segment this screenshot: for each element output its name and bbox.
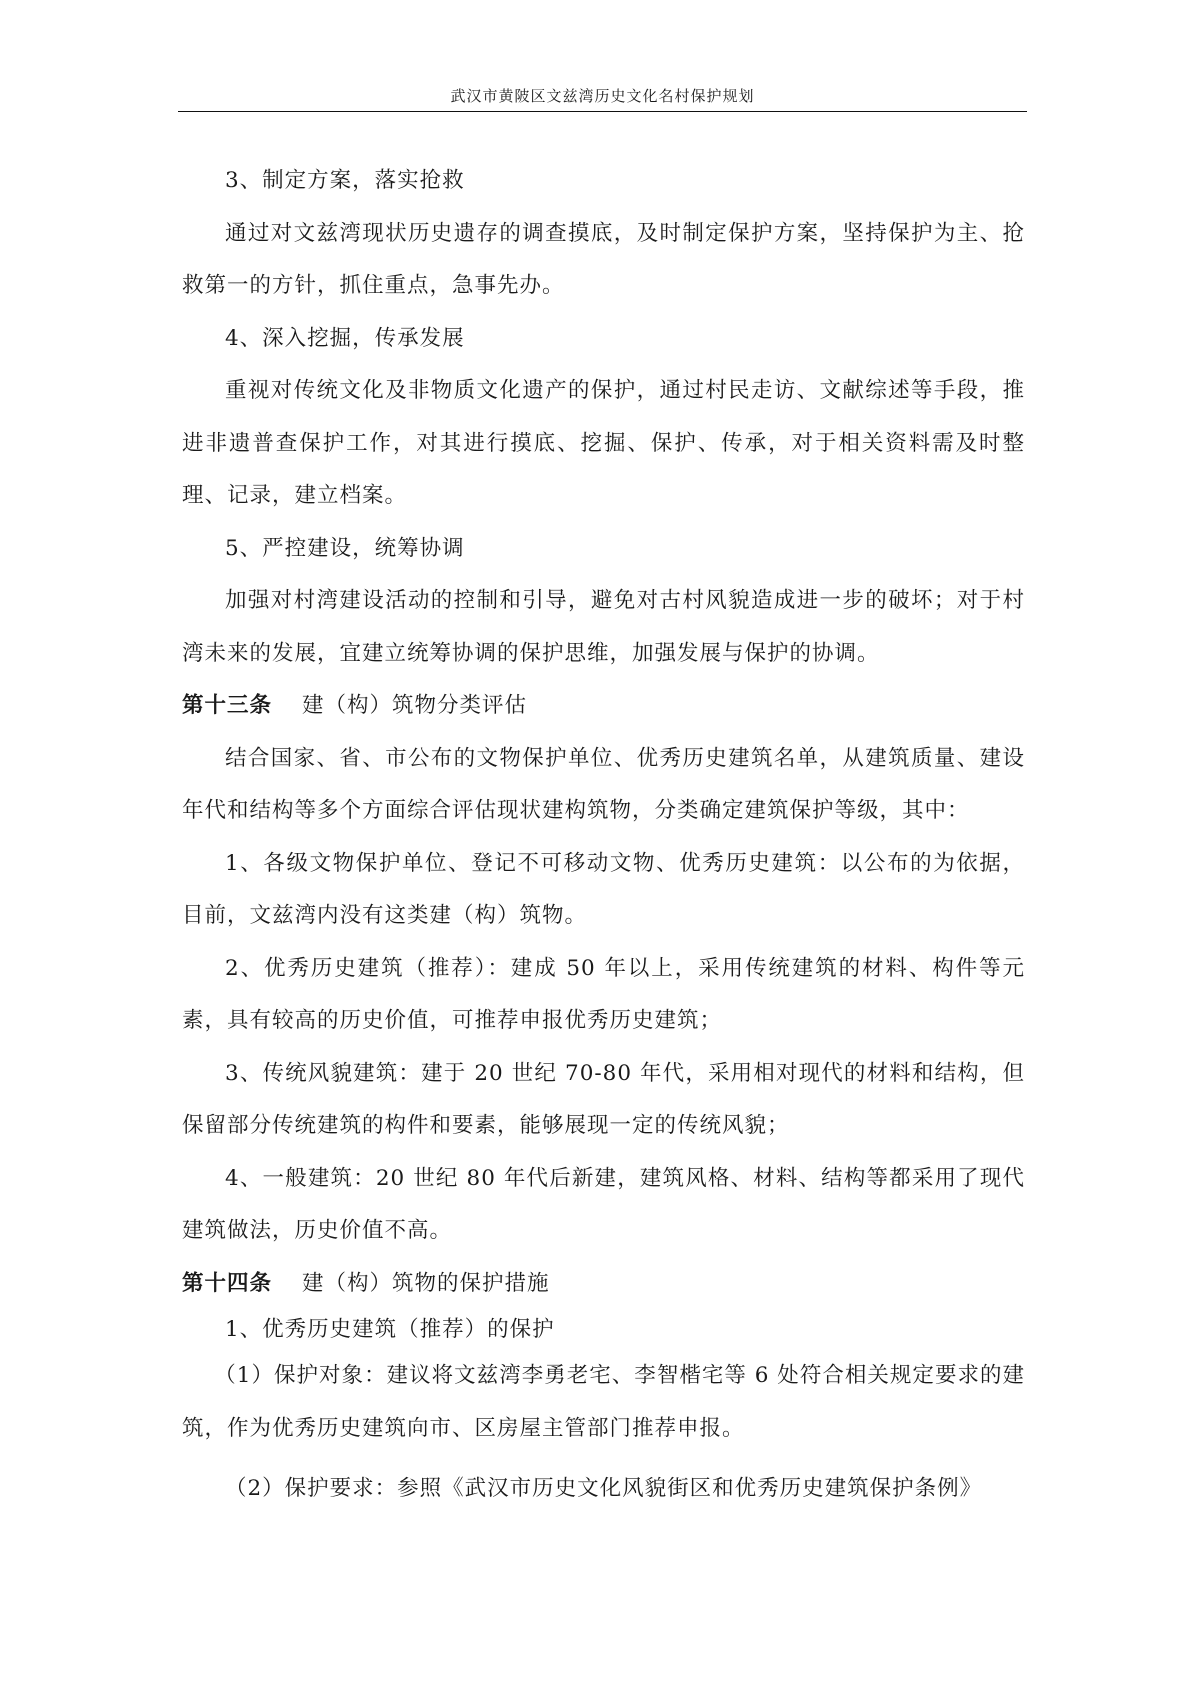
list-item: （2）保护要求：参照《武汉市历史文化风貌街区和优秀历史建筑保护条例》 <box>225 1476 983 1501</box>
subheading: 1、优秀历史建筑（推荐）的保护 <box>225 1317 555 1342</box>
subheading: 4、深入挖掘，传承发展 <box>225 325 465 351</box>
running-header: 武汉市黄陂区文兹湾历史文化名村保护规划 <box>450 87 755 105</box>
paragraph: 加强对村湾建设活动的控制和引导，避免对古村风貌造成进一步的破坏；对于村湾未来的发展，宜建立统筹协调的保护思维，加强发展与保护的协调。 <box>182 588 1025 666</box>
article-number: 第十三条 <box>182 693 273 718</box>
paragraph: 通过对文兹湾现状历史遗存的调查摸底，及时制定保护方案，坚持保护为主、抢救第一的方针，抓住重点，急事先办。 <box>182 220 1025 298</box>
paragraph: 重视对传统文化及非物质文化遗产的保护，通过村民走访、文献综述等手段，推进非遗普查保护工作，对其进行摸底、挖掘、保护、传承，对于相关资料需及时整理、记录，建立档案。 <box>182 378 1025 508</box>
list-item: 3、传统风貌建筑：建于 20 世纪 70-80 年代，采用相对现代的材料和结构，但保留部分传统建筑的构件和要素，能够展现一定的传统风貌； <box>182 1060 1025 1138</box>
article-title: 建（构）筑物的保护措施 <box>302 1270 550 1296</box>
paragraph: 结合国家、省、市公布的文物保护单位、优秀历史建筑名单，从建筑质量、建设年代和结构等多个方面综合评估现状建构筑物，分类确定建筑保护等级，其中： <box>182 745 1025 823</box>
list-item: 4、一般建筑：20 世纪 80 年代后新建，建筑风格、材料、结构等都采用了现代建筑做法，历史价值不高。 <box>182 1165 1025 1243</box>
subheading: 5、严控建设，统筹协调 <box>225 535 465 561</box>
article-heading-13 <box>182 680 1025 733</box>
subheading: 3、制定方案，落实抢救 <box>225 168 465 193</box>
list-item: （1）保护对象：建议将文兹湾李勇老宅、李智楷宅等 6 处符合相关规定要求的建筑，作为优秀历史建筑向市、区房屋主管部门推荐申报。 <box>182 1363 1025 1441</box>
list-item: 1、各级文物保护单位、登记不可移动文物、优秀历史建筑：以公布的为依据，目前，文兹湾内没有这类建（构）筑物。 <box>182 850 1025 928</box>
body-text <box>182 155 1025 1516</box>
article-number: 第十四条 <box>182 1270 273 1296</box>
article-title: 建（构）筑物分类评估 <box>302 693 528 718</box>
header-rule <box>178 111 1027 112</box>
article-heading-14 <box>182 1258 1025 1311</box>
list-item: 2、优秀历史建筑（推荐）：建成 50 年以上，采用传统建筑的材料、构件等元素，具有较高的历史价值，可推荐申报优秀历史建筑； <box>182 955 1025 1033</box>
